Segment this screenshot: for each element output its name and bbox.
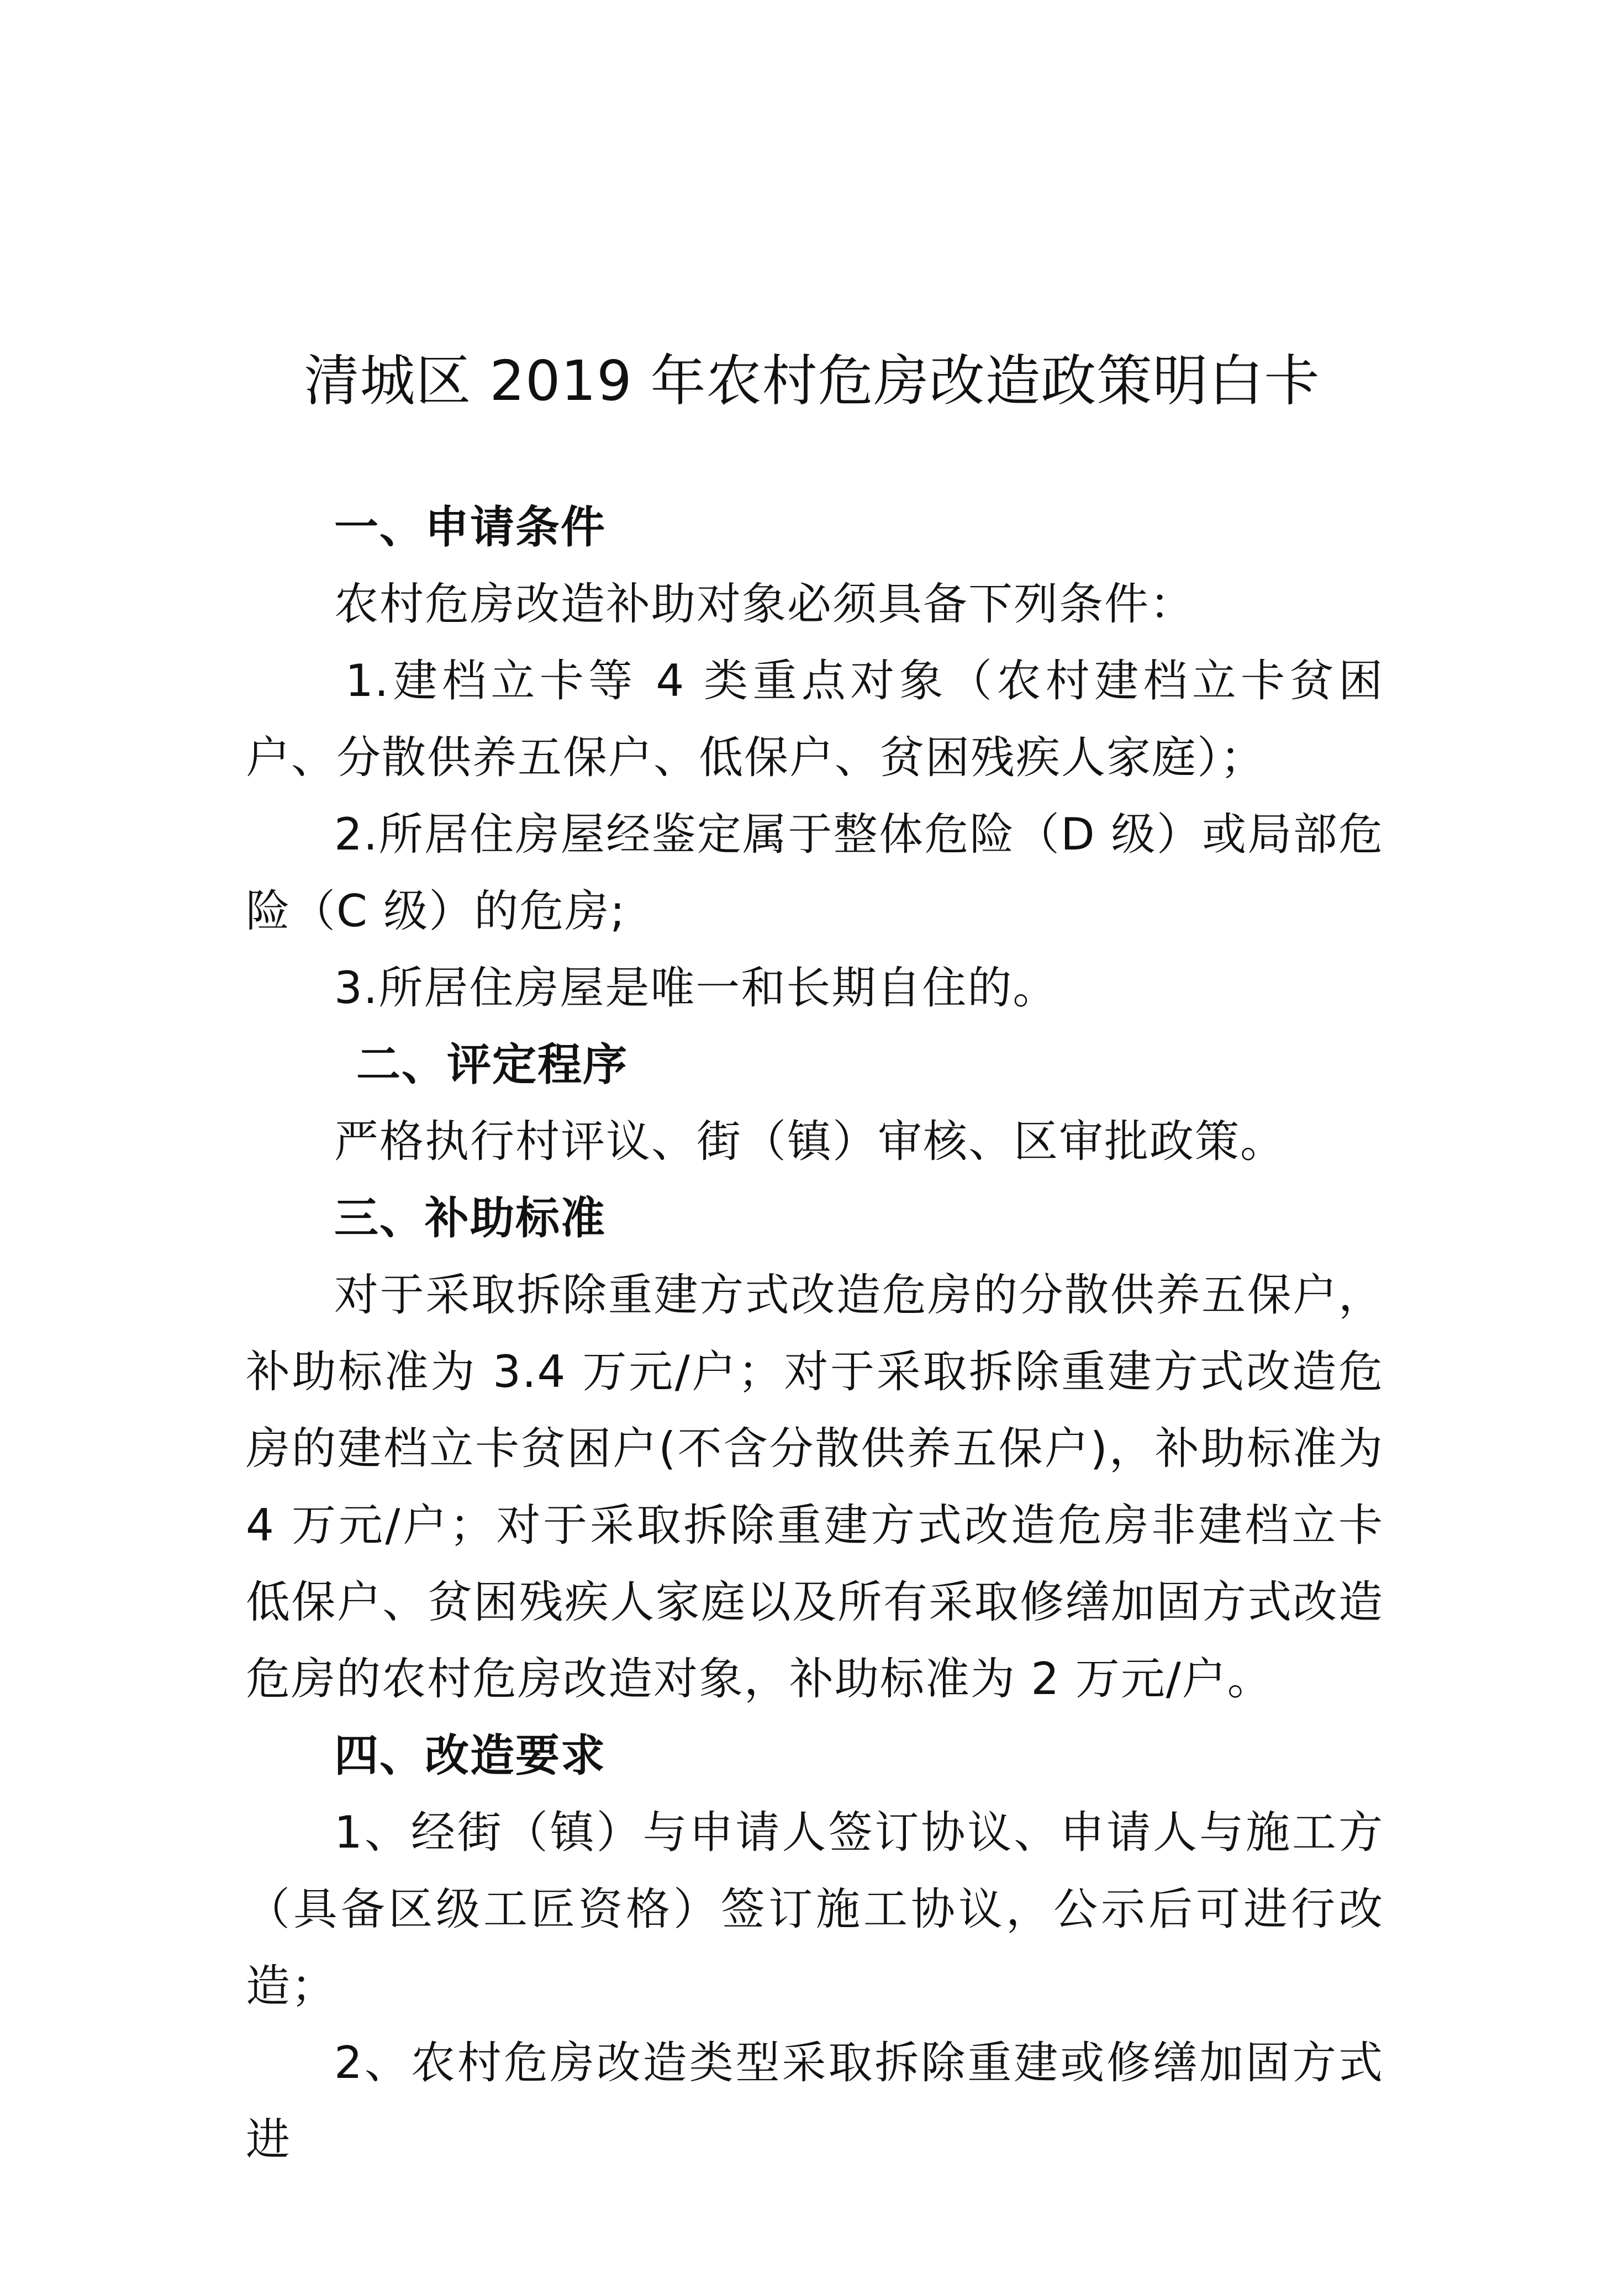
paragraph-condition-2: 2.所居住房屋经鉴定属于整体危险（D 级）或局部危险（C 级）的危房;	[246, 809, 1384, 937]
document-title: 清城区 2019 年农村危房改造政策明白卡	[304, 349, 1320, 413]
section-heading-evaluation-procedure: 二、评定程序	[356, 1039, 628, 1090]
paragraph-condition-1: 1.建档立卡等 4 类重点对象（农村建档立卡贫困户、分散供养五保户、低保户、贫困残疾人家庭）；	[246, 655, 1384, 783]
document-body	[246, 489, 1384, 2178]
paragraph-eligibility-intro: 农村危房改造补助对象必须具备下列条件：	[334, 578, 1195, 630]
paragraph-requirement-2: 2、农村危房改造类型采取拆除重建或修缮加固方式进	[246, 2037, 1384, 2165]
paragraph-condition-3: 3.所居住房屋是唯一和长期自住的。	[334, 962, 1058, 1014]
paragraph-requirement-1: 1、经街（镇）与申请人签订协议、申请人与施工方（具备区级工匠资格）签订施工协议，公示后可进行改造；	[246, 1807, 1384, 2012]
section-heading-application-conditions: 一、申请条件	[334, 502, 606, 553]
section-heading-subsidy-standard: 三、补助标准	[334, 1193, 606, 1244]
paragraph-subsidy: 对于采取拆除重建方式改造危房的分散供养五保户，补助标准为 3.4 万元/户；对于采取拆除重建方式改造危房的建档立卡贫困户(不含分散供养五保户)，补助标准为 4 万元/户；对于采取拆除重建方式改造危房非建档立卡低保户、贫困残疾人家庭以及所有采取修缮加固方式改造危房的农村危房改造对象，补助标准为 2 万元/户。	[246, 1269, 1384, 1705]
paragraph-procedure: 严格执行村评议、街（镇）审核、区审批政策。	[334, 1116, 1285, 1167]
section-heading-renovation-requirements: 四、改造要求	[334, 1730, 606, 1781]
